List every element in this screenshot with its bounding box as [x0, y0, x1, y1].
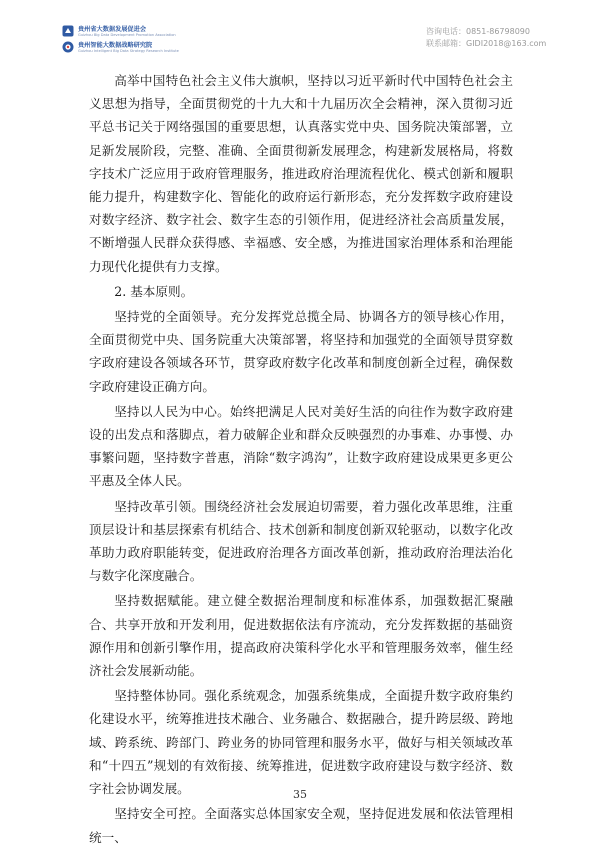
page-header: [0, 0, 600, 56]
logo-row-institute: [62, 40, 222, 54]
section-heading-basic-principles: 2. 基本原则。: [114, 283, 194, 299]
association-logo-icon: [62, 25, 74, 37]
paragraph-security-control: 坚持安全可控。全面落实总体国家安全观，坚持促进发展和依法管理相统一、: [89, 806, 513, 845]
institute-logo-icon: [62, 41, 74, 53]
logo-name-association: 贵州省大数据发展促进会: [78, 25, 147, 33]
paragraph-guiding-ideology: 高举中国特色社会主义伟大旗帜，坚持以习近平新时代中国特色社会主义思想为指导，全面贯彻党的十九大和十九届历次全会精神，深入贯彻习近平总书记关于网络强国的重要思想，认真落实党中央、国务院决策部署，立足新发展阶段，完整、准确、全面贯彻新发展理念，构建新发展格局，将数字技术广泛应用于政府管理服务，推进政府治理流程优化、模式创新和履职能力提升，构建数字化、智能化的政府运行新形态，充分发挥数字政府建设对数字经济、数字社会、数字生态的引领作用，促进经济社会高质量发展，不断增强人民群众获得感、幸福感、安全感，为推进国家治理体系和治理能力现代化提供有力支撑。: [89, 73, 513, 274]
paragraph-party-leadership: 坚持党的全面领导。充分发挥党总揽全局、协调各方的领导核心作用，全面贯彻党中央、国务院重大决策部署，将坚持和加强党的全面领导贯穿数字政府建设各领域各环节，贯穿政府数字化改革和制度创新全过程，确保数字政府建设正确方向。: [89, 309, 513, 394]
logo-name-institute: 贵州智能大数据战略研究院: [78, 41, 153, 49]
paragraph-overall-coordination: 坚持整体协同。强化系统观念，加强系统集成，全面提升数字政府集约化建设水平，统筹推进技术融合、业务融合、数据融合，提升跨层级、跨地域、跨系统、跨部门、跨业务的协同管理和服务水平，做好与相关领域改革和“十四五”规划的有效衔接、统筹推进，促进数字政府建设与数字经济、数字社会协调发展。: [89, 688, 513, 797]
contact-info: [426, 26, 546, 50]
logo-name-institute-en: Guizhou Intelligent Big Data Strategy Research Institute: [78, 48, 179, 53]
contact-email: 联系邮箱：GIDI2018@163.com: [426, 39, 547, 48]
paragraph-people-centered: 坚持以人民为中心。始终把满足人民对美好生活的向往作为数字政府建设的出发点和落脚点，着力破解企业和群众反映强烈的办事难、办事慢、办事繁问题，坚持数字普惠，消除“数字鸿沟”，让数字政府建设成果更多更公平惠及全体人民。: [89, 403, 513, 489]
paragraph-reform-led: 坚持改革引领。围绕经济社会发展迫切需要，着力强化改革思维，注重顶层设计和基层探索有机结合、技术创新和制度创新双轮驱动，以数字化改革助力政府职能转变，促进政府治理各方面改革创新，推动政府治理法治化与数字化深度融合。: [89, 498, 513, 584]
paragraph-data-empowerment: 坚持数据赋能。建立健全数据治理制度和标准体系，加强数据汇聚融合、共享开放和开发利用，促进数据依法有序流动，充分发挥数据的基础资源作用和创新引擎作用，提高政府决策科学化水平和管理服务效率，催生经济社会发展新动能。: [89, 593, 513, 679]
logo-row-association: [62, 24, 222, 38]
organization-logos: [62, 24, 222, 54]
contact-phone: 咨询电话：0851-86798090: [426, 27, 530, 36]
page-number: 35: [293, 788, 307, 801]
document-body: [89, 69, 513, 851]
logo-name-association-en: Guizhou Big Data Development Promotion Association: [78, 32, 176, 37]
